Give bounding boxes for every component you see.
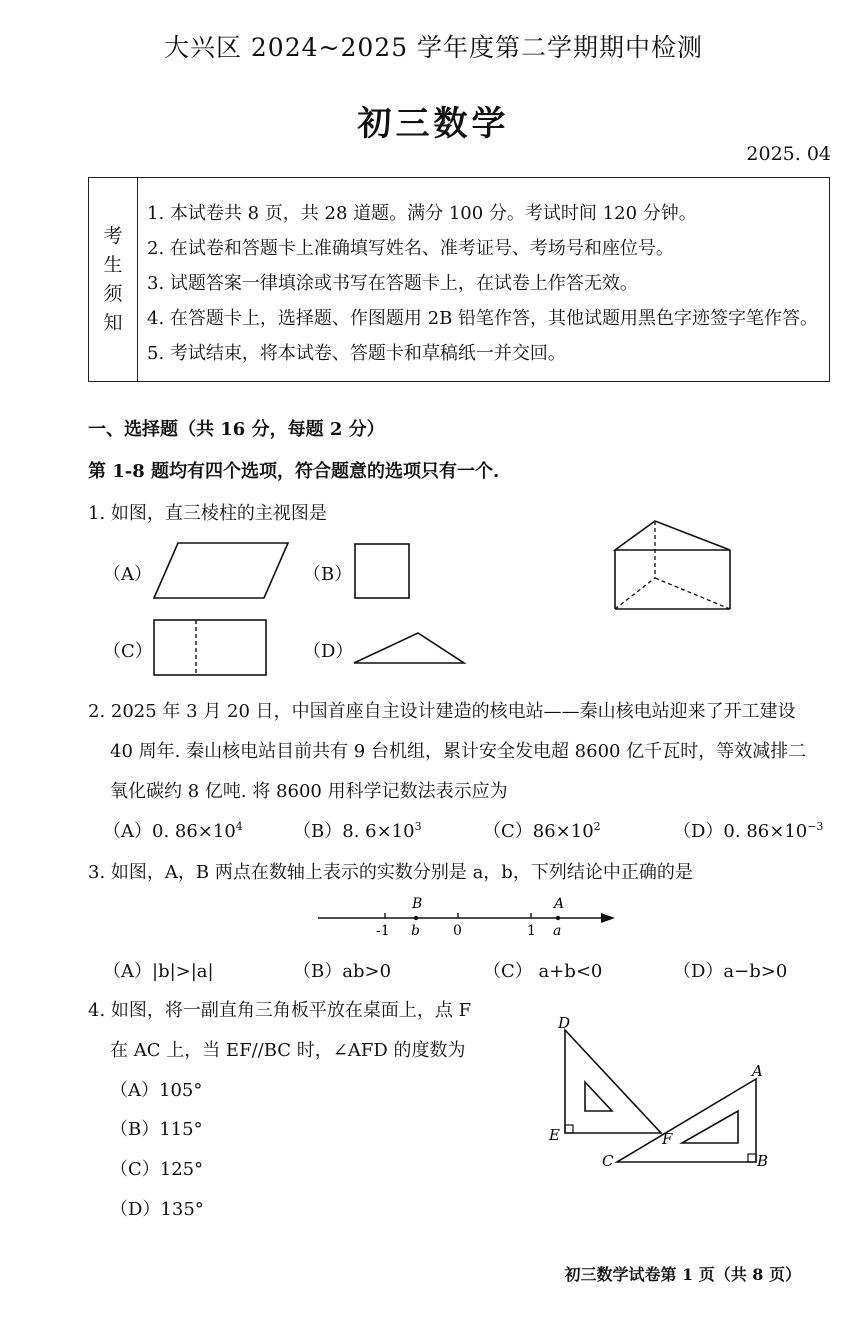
q2-option-label: （A）0. 86×10 (103, 821, 236, 842)
axis-tick-label: 0 (453, 923, 462, 939)
q2-option-label: （C）86×10 (483, 821, 594, 842)
notice-item: 2. 在试卷和答题卡上准确填写姓名、准考证号、考场号和座位号。 (147, 238, 674, 259)
page-footer: 初三数学试卷第 1 页（共 8 页） (564, 1265, 801, 1284)
q2-option-label: （D）0. 86×10 (673, 821, 808, 842)
q2-options (103, 817, 863, 843)
q1-option-d-label: （D） (303, 641, 354, 662)
figure-point-label: A (752, 1062, 763, 1080)
q2-line: 40 周年. 秦山核电站目前共有 9 台机组，累计安全发电超 8600 亿千瓦时，等效减排二 (110, 741, 807, 762)
notice-item: 5. 考试结束，将本试卷、答题卡和草稿纸一并交回。 (147, 343, 566, 364)
q3-option: （D）a−b>0 (673, 961, 788, 982)
axis-tick-label: -1 (376, 923, 390, 939)
q2-option-exponent: −3 (807, 820, 824, 833)
notice-item: 1. 本试卷共 8 页，共 28 道题。满分 100 分。考试时间 120 分钟。 (147, 203, 697, 224)
q2-option-exponent: 3 (414, 820, 422, 833)
exam-header: 大兴区 2024~2025 学年度第二学期期中检测 (163, 33, 704, 62)
q1-option-c-label: （C） (103, 641, 153, 662)
q2-option (483, 817, 673, 843)
figure-point-label: F (662, 1130, 673, 1148)
q2-option (293, 817, 483, 843)
section-title: 一、选择题（共 16 分，每题 2 分） (88, 419, 385, 440)
q4-set-square-figure (548, 1014, 768, 1170)
figure-point-label: C (602, 1152, 614, 1170)
q4-line: 4. 如图，将一副直角三角板平放在桌面上，点 F (88, 1000, 472, 1021)
notice-item: 4. 在答题卡上，选择题、作图题用 2B 铅笔作答，其他试题用黑色字迹签字笔作答。 (147, 308, 819, 329)
q2-option-exponent: 4 (235, 820, 243, 833)
axis-point-label: A (554, 896, 565, 912)
q2-line: 2. 2025 年 3 月 20 日，中国首座自主设计建造的核电站——秦山核电站迎来了开工建设 (88, 701, 796, 722)
q2-option (673, 817, 863, 843)
q1-option-a-label: （A） (103, 564, 152, 585)
q4-line: 在 AC 上，当 EF//BC 时，∠AFD 的度数为 (110, 1040, 466, 1061)
q1-option-b-label: （B） (303, 564, 353, 585)
q1-prism-figure (615, 521, 730, 609)
q2-option-label: （B）8. 6×10 (293, 821, 415, 842)
q4-option: （D）135° (110, 1199, 204, 1220)
q3-option: （C） a+b<0 (483, 961, 603, 982)
figure-point-label: D (558, 1014, 571, 1032)
section-note: 第 1-8 题均有四个选项，符合题意的选项只有一个. (88, 461, 500, 482)
q1-stem: 1. 如图，直三棱柱的主视图是 (88, 503, 327, 524)
q3-options (103, 957, 863, 983)
q3-stem: 3. 如图，A，B 两点在数轴上表示的实数分别是 a，b，下列结论中正确的是 (88, 862, 693, 883)
notice-label-char: 生 (103, 253, 123, 276)
subject-title: 初三数学 (357, 104, 510, 144)
notice-label-char: 知 (103, 311, 123, 334)
q2-option-exponent: 2 (593, 820, 601, 833)
axis-tick-label: b (411, 923, 420, 939)
q1-option-b-square (355, 544, 409, 598)
q3-option: （B）ab>0 (293, 961, 392, 982)
exam-date: 2025. 04 (746, 143, 831, 165)
q1-option-a-parallelogram (154, 543, 288, 598)
q3-option: （A）|b|>|a| (103, 961, 214, 982)
q4-option: （C）125° (110, 1159, 204, 1180)
q3-number-line (318, 896, 615, 939)
q2-line: 氧化碳约 8 亿吨. 将 8600 用科学记数法表示应为 (110, 781, 508, 802)
q2-option (103, 817, 293, 843)
figure-point-label: E (549, 1126, 560, 1144)
q1-option-d-triangle (354, 633, 464, 663)
axis-tick-label: 1 (527, 923, 536, 939)
notice-label-char: 须 (103, 282, 123, 305)
axis-tick-label: a (553, 923, 562, 939)
notice-item: 3. 试题答案一律填涂或书写在答题卡上，在试卷上作答无效。 (147, 273, 638, 294)
figure-point-label: B (757, 1152, 769, 1170)
q4-option: （A）105° (110, 1080, 203, 1101)
arrow-right-icon (601, 913, 615, 923)
q4-option: （B）115° (110, 1119, 203, 1140)
notice-label-char: 考 (103, 224, 123, 247)
axis-point-label: B (412, 896, 423, 912)
q1-option-c-rectangle (154, 620, 266, 675)
